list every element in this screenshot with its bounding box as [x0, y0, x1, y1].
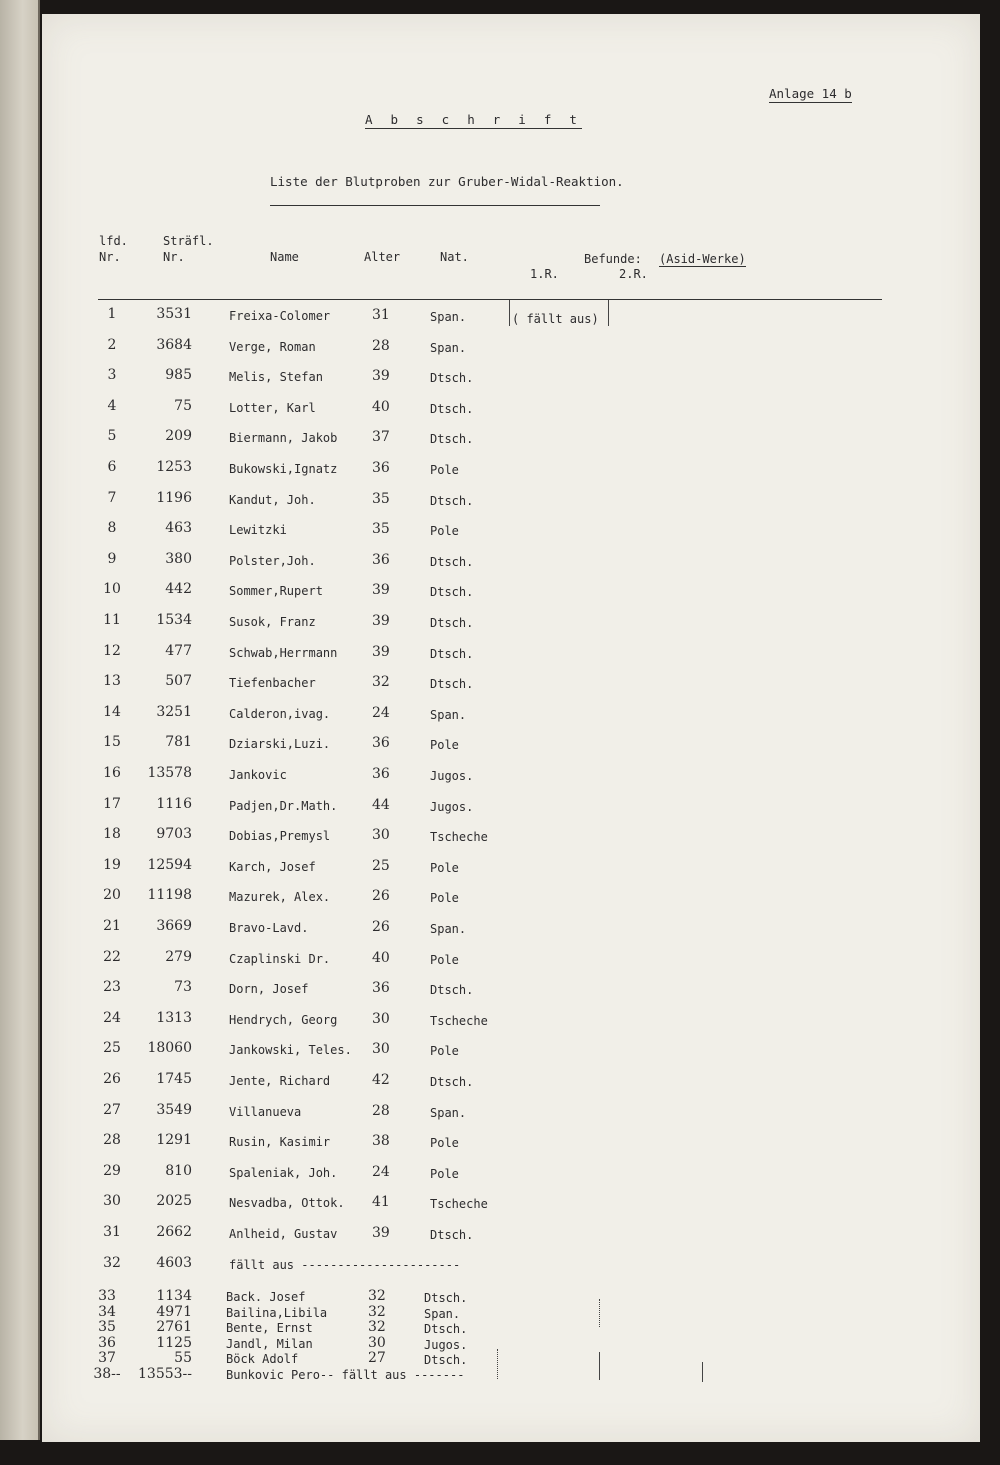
row-number: 29: [103, 1162, 121, 1179]
prisoner-number: 3669: [156, 918, 192, 934]
row-number: 21: [103, 918, 121, 934]
prisoner-age: 39: [372, 368, 390, 385]
row-number: 32: [103, 1254, 121, 1271]
prisoner-age: 24: [372, 1163, 390, 1180]
prisoner-age: 35: [372, 490, 390, 507]
nationality: Dtsch.: [424, 1291, 468, 1305]
column-divider: [509, 300, 510, 326]
col-head-name: Name: [270, 250, 299, 264]
prisoner-age: 37: [372, 429, 390, 446]
row-number: 5: [107, 428, 117, 445]
nationality: Tscheche: [430, 1197, 488, 1212]
title-underline: [270, 205, 600, 206]
prisoner-name: Bukowski,Ignatz: [229, 462, 338, 476]
nationality: Span.: [430, 310, 467, 324]
prisoner-name: Bunkovic Pero-- fällt aus -------: [226, 1367, 465, 1382]
prisoner-number: 3251: [156, 703, 192, 720]
row-number: 1: [107, 306, 117, 322]
prisoner-age: 40: [372, 949, 390, 966]
prisoner-name: Jankowski, Teles.: [229, 1043, 352, 1058]
col-head-befunde: Befunde:: [584, 252, 642, 266]
prisoner-number: 55: [174, 1350, 192, 1366]
row-number: 38--: [93, 1365, 121, 1382]
prisoner-number: 18060: [147, 1040, 192, 1057]
nationality: Span.: [424, 1306, 461, 1321]
prisoner-number: 985: [165, 367, 192, 384]
prisoner-name: Mazurek, Alex.: [229, 890, 331, 905]
row-number: 10: [103, 581, 121, 598]
prisoner-age: 28: [372, 337, 390, 354]
prisoner-age: 40: [372, 398, 390, 415]
nationality: Span.: [430, 340, 467, 355]
row-number: 31: [103, 1224, 121, 1240]
prisoner-age: 36: [372, 460, 390, 476]
col-head-strafl: Sträfl.: [163, 234, 214, 248]
prisoner-name: Freixa-Colomer: [229, 309, 331, 323]
column-divider: [702, 1362, 703, 1382]
row-number: 23: [103, 979, 121, 996]
row-number: 4: [107, 397, 117, 414]
prisoner-name: Sommer,Rupert: [229, 584, 323, 599]
nationality: Dtsch.: [430, 983, 474, 998]
row-number: 34: [98, 1303, 116, 1320]
nationality: Pole: [430, 738, 459, 753]
prisoner-age: 41: [372, 1194, 390, 1211]
nationality: Dtsch.: [430, 432, 474, 447]
prisoner-name: Hendrych, Georg: [229, 1012, 338, 1027]
row-number: 24: [103, 1009, 121, 1026]
row-number: 37: [98, 1350, 116, 1366]
prisoner-number: 4971: [156, 1303, 192, 1320]
col-head-strafl-nr: Nr.: [163, 250, 185, 264]
prisoner-name: Anlheid, Gustav: [229, 1227, 338, 1241]
header-rule: [98, 299, 882, 300]
prisoner-name: Schwab,Herrmann: [229, 645, 338, 660]
col-head-round-2: 2.R.: [619, 267, 648, 281]
row-number: 19: [103, 856, 121, 873]
nationality: Dtsch.: [430, 401, 474, 416]
row-number: 33: [98, 1288, 116, 1304]
nationality: Dtsch.: [430, 554, 474, 569]
prisoner-name: Lewitzki: [229, 523, 287, 538]
prisoner-age: 39: [372, 613, 390, 629]
prisoner-name: Polster,Joh.: [229, 553, 316, 568]
row-number: 22: [103, 948, 121, 965]
prisoner-number: 9703: [156, 826, 192, 843]
prisoner-number: 209: [165, 428, 192, 445]
prisoner-age: 28: [372, 1102, 390, 1119]
row-number: 35: [98, 1319, 116, 1335]
prisoner-number: 3531: [156, 306, 192, 322]
prisoner-age: 30: [372, 827, 390, 844]
prisoner-name: Biermann, Jakob: [229, 431, 338, 446]
column-divider: [599, 1352, 600, 1380]
prisoner-age: 36: [372, 766, 390, 782]
column-divider: [497, 1349, 498, 1379]
adjacent-page-edge: [0, 0, 40, 1440]
prisoner-name: Nesvadba, Ottok.: [229, 1196, 345, 1211]
prisoner-name: Dorn, Josef: [229, 982, 309, 997]
prisoner-number: 279: [165, 948, 192, 965]
row-number: 9: [107, 550, 117, 567]
prisoner-number: 1134: [156, 1288, 192, 1304]
nationality: Dtsch.: [430, 585, 474, 600]
prisoner-name: Padjen,Dr.Math.: [229, 798, 338, 813]
row-number: 17: [103, 795, 121, 812]
nationality: Jugos.: [430, 769, 474, 783]
prisoner-number: 781: [165, 734, 192, 751]
prisoner-number: 1291: [156, 1132, 192, 1149]
prisoner-name: Jente, Richard: [229, 1074, 331, 1088]
prisoner-number: 2025: [156, 1193, 192, 1210]
prisoner-name: Dziarski,Luzi.: [229, 737, 331, 752]
prisoner-number: 1125: [156, 1334, 192, 1351]
row-number: 8: [107, 520, 117, 537]
nationality: Pole: [430, 952, 459, 967]
row-number: 28: [103, 1132, 121, 1149]
prisoner-age: 36: [372, 980, 390, 997]
prisoner-age: 27: [368, 1350, 386, 1366]
prisoner-number: 3549: [156, 1101, 192, 1118]
prisoner-name: Melis, Stefan: [229, 370, 323, 385]
prisoner-name: Bravo-Lavd.: [229, 921, 309, 935]
prisoner-age: 36: [372, 551, 390, 568]
column-divider: [599, 1299, 600, 1327]
prisoner-name: Bente, Ernst: [226, 1321, 313, 1335]
col-head-asid: (Asid-Werke): [659, 252, 746, 266]
row-number: 16: [103, 765, 121, 781]
row-number: 14: [103, 703, 121, 720]
nationality: Dtsch.: [430, 616, 474, 630]
prisoner-age: 32: [368, 1288, 386, 1304]
nationality: Pole: [430, 860, 459, 875]
row-number: 15: [103, 734, 121, 751]
prisoner-number: 73: [174, 979, 192, 996]
prisoner-number: 1253: [156, 459, 192, 475]
prisoner-number: 507: [165, 673, 192, 690]
prisoner-age: 39: [372, 582, 390, 599]
nationality: Tscheche: [430, 830, 488, 845]
prisoner-age: 32: [368, 1319, 386, 1335]
prisoner-age: 24: [372, 704, 390, 721]
nationality: Jugos.: [424, 1337, 468, 1352]
prisoner-number: 477: [165, 642, 192, 659]
nationality: Span.: [430, 922, 467, 936]
prisoner-name: Spaleniak, Joh.: [229, 1165, 338, 1180]
nationality: Pole: [430, 1044, 459, 1059]
row-number: 11: [103, 612, 121, 628]
finding-row-1: ( fällt aus): [512, 312, 599, 326]
nationality: Span.: [430, 1105, 467, 1120]
prisoner-number: 12594: [147, 856, 192, 873]
nationality: Dtsch.: [430, 371, 474, 386]
row-number: 27: [103, 1101, 121, 1118]
nationality: Pole: [430, 1136, 459, 1151]
nationality: Span.: [430, 707, 467, 722]
row-number: 3: [107, 367, 117, 384]
prisoner-age: 31: [372, 307, 390, 323]
col-head-lfd-nr: Nr.: [99, 250, 121, 264]
prisoner-age: 42: [372, 1072, 390, 1088]
prisoner-name: Karch, Josef: [229, 859, 316, 874]
prisoner-age: 39: [372, 1225, 390, 1241]
prisoner-name: Kandut, Joh.: [229, 492, 316, 507]
prisoner-age: 32: [372, 674, 390, 691]
prisoner-age: 36: [372, 735, 390, 752]
prisoner-name: Dobias,Premysl: [229, 829, 331, 844]
prisoner-name: Tiefenbacher: [229, 676, 316, 691]
nationality: Tscheche: [430, 1013, 488, 1028]
prisoner-age: 38: [372, 1133, 390, 1150]
prisoner-number: 13578: [147, 765, 192, 781]
nationality: Pole: [430, 1166, 459, 1181]
prisoner-age: 25: [372, 857, 390, 874]
prisoner-number: 2662: [156, 1224, 192, 1240]
nationality: Pole: [430, 524, 459, 539]
row-number: 20: [103, 887, 121, 904]
nationality: Pole: [430, 463, 459, 477]
prisoner-name: Villanueva: [229, 1104, 302, 1119]
prisoner-age: 39: [372, 643, 390, 660]
nationality: Dtsch.: [430, 1228, 474, 1242]
prisoner-age: 30: [372, 1010, 390, 1027]
prisoner-name: Jankovic: [229, 768, 287, 782]
prisoner-name: Lotter, Karl: [229, 400, 316, 415]
row-number: 25: [103, 1040, 121, 1057]
prisoner-number: 1745: [156, 1071, 192, 1087]
row-number: 36: [98, 1334, 116, 1351]
row-number: 7: [107, 489, 117, 506]
prisoner-number: 1534: [156, 612, 192, 628]
prisoner-number: 11198: [147, 887, 192, 904]
prisoner-name: Verge, Roman: [229, 339, 316, 354]
annex-label: Anlage 14 b: [769, 86, 852, 101]
list-title: Liste der Blutproben zur Gruber-Widal-Reaktion.: [270, 174, 624, 189]
prisoner-number: 380: [165, 550, 192, 567]
prisoner-name: Jandl, Milan: [226, 1336, 313, 1351]
row-number: 30: [103, 1193, 121, 1210]
nationality: Jugos.: [430, 799, 474, 814]
row-number: 6: [107, 459, 117, 475]
col-head-alter: Alter: [364, 250, 401, 264]
prisoner-age: 32: [368, 1303, 386, 1320]
document-sheet: [42, 14, 980, 1442]
prisoner-age: 44: [372, 796, 390, 813]
col-head-lfd: lfd.: [99, 234, 128, 248]
col-head-round-1: 1.R.: [530, 267, 559, 281]
prisoner-number: 442: [165, 581, 192, 598]
row-number: 13: [103, 673, 121, 690]
prisoner-number: 75: [174, 397, 192, 414]
row-number: 26: [103, 1071, 121, 1087]
prisoner-age: 30: [372, 1041, 390, 1058]
prisoner-name: Rusin, Kasimir: [229, 1135, 331, 1150]
nationality: Dtsch.: [430, 1075, 474, 1089]
prisoner-number: 3684: [156, 336, 192, 353]
document-heading: A b s c h r i f t: [365, 112, 583, 127]
prisoner-number: 463: [165, 520, 192, 537]
prisoner-age: 26: [372, 919, 390, 935]
col-head-nat: Nat.: [440, 250, 469, 264]
prisoner-age: 30: [368, 1334, 386, 1351]
prisoner-name: Susok, Franz: [229, 615, 316, 629]
nationality: Dtsch.: [430, 493, 474, 508]
nationality: Dtsch.: [430, 646, 474, 661]
row-number: 12: [103, 642, 121, 659]
prisoner-number: 1313: [156, 1009, 192, 1026]
prisoner-name: Czaplinski Dr.: [229, 951, 331, 966]
prisoner-number: 2761: [156, 1319, 192, 1335]
prisoner-age: 26: [372, 888, 390, 905]
prisoner-name: fällt aus ----------------------: [229, 1257, 461, 1272]
prisoner-number: 1196: [156, 489, 192, 506]
prisoner-name: Back. Josef: [226, 1290, 306, 1304]
prisoner-name: Calderon,ivag.: [229, 706, 331, 721]
nationality: Dtsch.: [424, 1322, 468, 1336]
prisoner-number: 810: [165, 1162, 192, 1179]
column-divider: [608, 300, 609, 326]
nationality: Dtsch.: [430, 677, 474, 692]
nationality: Pole: [430, 891, 459, 906]
prisoner-name: Bailina,Libila: [226, 1305, 328, 1320]
nationality: Dtsch.: [424, 1353, 468, 1367]
row-number: 2: [107, 336, 117, 353]
row-number: 18: [103, 826, 121, 843]
prisoner-number: 13553--: [138, 1365, 192, 1382]
prisoner-name: Böck Adolf: [226, 1352, 299, 1366]
prisoner-age: 35: [372, 521, 390, 538]
prisoner-number: 4603: [156, 1254, 192, 1271]
prisoner-number: 1116: [156, 795, 192, 812]
